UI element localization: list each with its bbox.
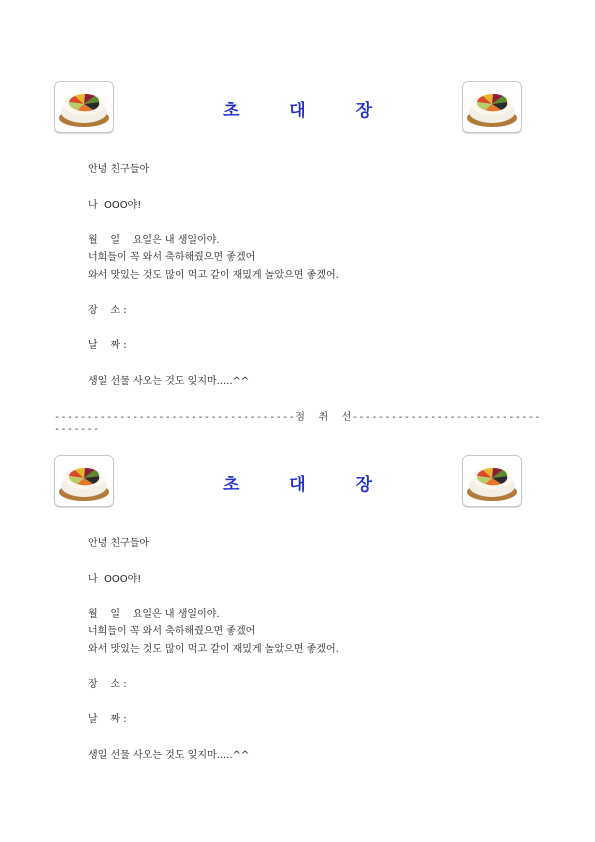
birthday-date-text: 월 일 요일은 내 생일이야. bbox=[88, 235, 220, 246]
intro-text: 나 OOO야! bbox=[88, 574, 142, 585]
cake-icon bbox=[462, 81, 522, 133]
date-label: 날 짜 : bbox=[88, 714, 127, 725]
card-title: 초 대 장 bbox=[222, 475, 395, 495]
greeting-text: 안녕 친구들아 bbox=[88, 538, 150, 549]
place-label: 장 소 : bbox=[88, 305, 127, 316]
date-label: 날 짜 : bbox=[88, 340, 127, 351]
celebrate-text: 너희들이 꼭 와서 축하해줬으면 좋겠어 bbox=[88, 252, 256, 263]
birthday-date-text: 월 일 요일은 내 생일이야. bbox=[88, 609, 220, 620]
fun-text: 와서 맛있는 것도 많이 먹고 같이 재밌게 놀았으면 좋겠어. bbox=[88, 270, 339, 281]
celebrate-text: 너희들이 꼭 와서 축하해줬으면 좋겠어 bbox=[88, 626, 256, 637]
place-label: 장 소 : bbox=[88, 679, 127, 690]
intro-text: 나 OOO야! bbox=[88, 200, 142, 211]
fun-text: 와서 맛있는 것도 많이 먹고 같이 재밌게 놀았으면 좋겠어. bbox=[88, 644, 339, 655]
closing-text: 생일 선물 사오는 것도 잊지마.....^^ bbox=[88, 376, 250, 387]
cut-line: -------------------------------------점 취 선------------------------------------ bbox=[54, 412, 541, 435]
closing-text: 생일 선물 사오는 것도 잊지마.....^^ bbox=[88, 750, 250, 761]
cake-icon bbox=[462, 455, 522, 507]
card-title: 초 대 장 bbox=[222, 101, 395, 121]
greeting-text: 안녕 친구들아 bbox=[88, 164, 150, 175]
